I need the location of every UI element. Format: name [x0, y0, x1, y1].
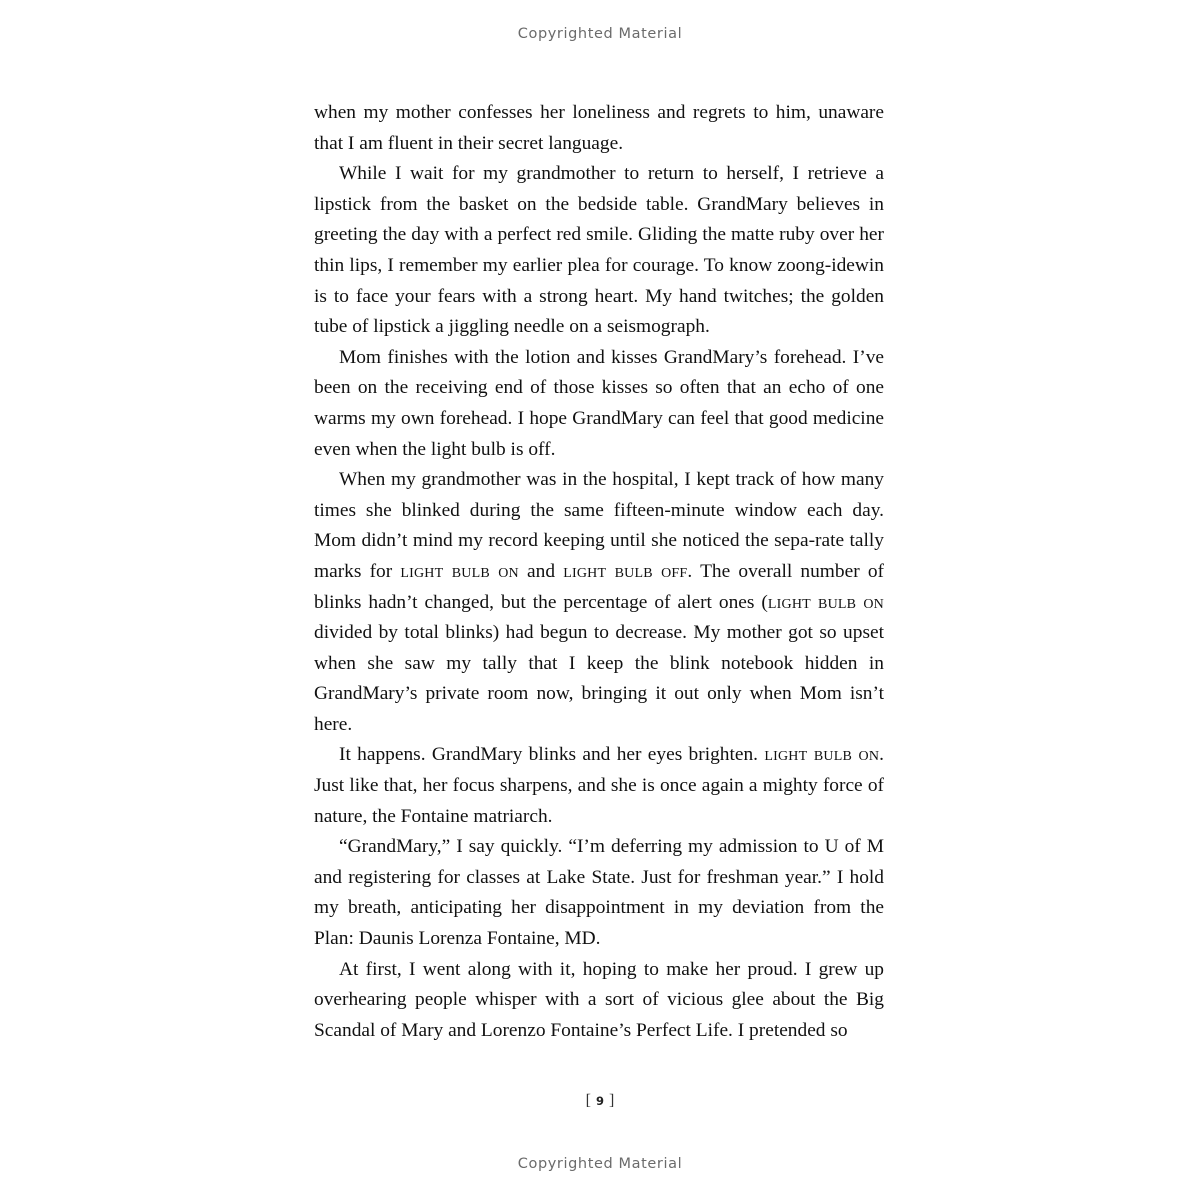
- small-caps-phrase: light bulb on: [400, 560, 519, 582]
- paragraph: [314, 955, 884, 1047]
- folio-left-bracket: [: [585, 1092, 591, 1109]
- page-folio: [0, 1092, 1200, 1110]
- paragraph: [314, 343, 884, 465]
- text-run: “GrandMary,” I say quickly. “I’m deferring my admission to U of M and registering for classes at Lake State. Just for freshman year.” I hold my breath, anticipating her disappointment in my deviation from the Plan: Daunis Lorenza Fontaine, MD.: [314, 836, 884, 950]
- paragraph: [314, 740, 884, 832]
- text-run: and: [518, 560, 564, 582]
- paragraph: [314, 465, 884, 740]
- small-caps-phrase: light bulb on: [767, 591, 884, 613]
- body-text: [314, 98, 884, 1046]
- watermark-top: Copyrighted Material: [517, 26, 683, 42]
- folio-right-bracket: ]: [609, 1092, 615, 1109]
- text-run: At first, I went along with it, hoping to make her proud. I grew up overhearing people whisper with a sort of vicious glee about the Big Scandal of Mary and Lorenzo Fontaine’s Perfect Life. I pretended so: [314, 958, 884, 1041]
- small-caps-phrase: light bulb off: [563, 560, 688, 582]
- paragraph: [314, 98, 884, 159]
- folio-page-number: 9: [595, 1094, 604, 1108]
- text-run: when my mother confesses her loneliness and regrets to him, unaware that I am fluent in their secret language.: [314, 102, 884, 154]
- text-run: When my grandmother was in the hospital, I kept track of how many times she blinked during the same fifteen-minute window each day. Mom didn’t mind my record keeping until she noticed the sepa-rate tally marks for: [314, 469, 884, 582]
- small-caps-phrase: light bulb on: [764, 744, 880, 766]
- paragraph: [314, 832, 884, 954]
- text-run: divided by total blinks) had begun to decrease. My mother got so upset when she saw my tally that I keep the blink notebook hidden in GrandMary’s private room now, bringing it out only when Mom isn’t here.: [314, 622, 884, 735]
- text-run: Mom finishes with the lotion and kisses GrandMary’s forehead. I’ve been on the receiving end of those kisses so often that an echo of one warms my own forehead. I hope GrandMary can feel that good medicine even when the light bulb is off.: [314, 346, 884, 460]
- text-run: It happens. GrandMary blinks and her eyes brighten.: [339, 744, 765, 766]
- paragraph: [314, 159, 884, 343]
- text-run: While I wait for my grandmother to return to herself, I retrieve a lipstick from the basket on the bedside table. GrandMary believes in greeting the day with a perfect red smile. Gliding the matte ruby over her thin lips, I remember my earlier plea for courage. To know zoong-idewin is to face your fears with a strong heart. My hand twitches; the golden tube of lipstick a jiggling needle on a seismograph.: [314, 163, 884, 338]
- text-run: . Just like that, her focus sharpens, and she is once again a mighty force of nature, the Fontaine matriarch.: [314, 744, 885, 827]
- text-run: . The overall number of blinks hadn’t changed, but the percentage of alert ones (: [314, 560, 884, 613]
- watermark-bottom: Copyrighted Material: [517, 1156, 683, 1172]
